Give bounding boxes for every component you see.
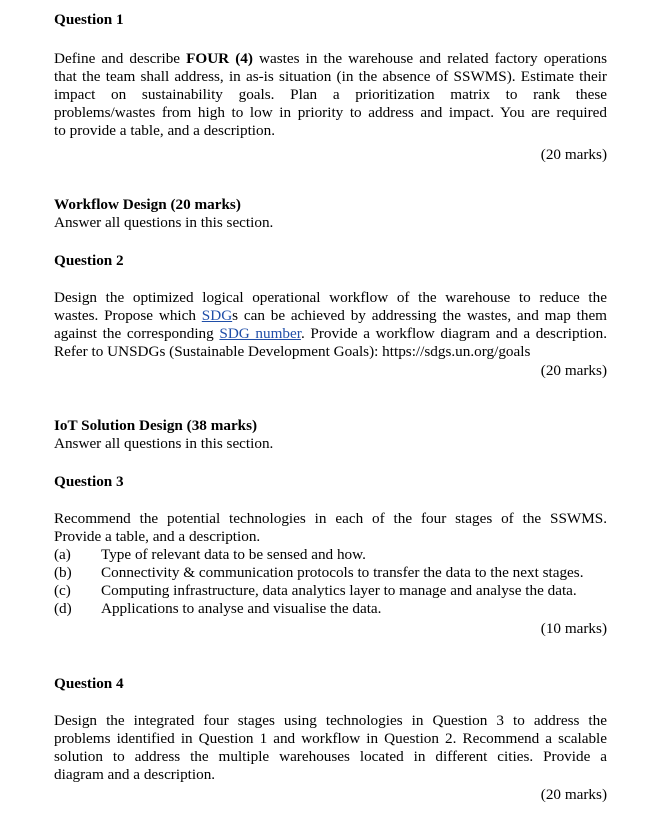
question-2-marks: (20 marks) [540, 362, 607, 379]
question-4-line-1: Design the integrated four stages using technologies in Question 3 to address the [54, 712, 607, 729]
section-workflow-title: Workflow Design (20 marks) [54, 196, 241, 213]
q2-line-2-start: wastes. Propose which [54, 307, 202, 324]
question-1-line-1 [54, 50, 607, 68]
question-1-line-4: problems/wastes from high to low in priority to address and impact. You are required [54, 104, 607, 121]
question-1-line-2: that the team shall address, in as-is situation (in the absence of SSWMS). Estimate their [54, 68, 607, 85]
list-item-text: Applications to analyse and visualise the data. [101, 600, 382, 617]
question-4-marks: (20 marks) [540, 786, 607, 803]
question-2-line-2 [54, 307, 607, 325]
q2-line-3-start: against the corresponding [54, 325, 220, 342]
list-item-label: (c) [54, 582, 71, 599]
sdg-link[interactable]: SDG [201, 307, 233, 324]
sdg-number-link[interactable]: SDG number [219, 325, 301, 342]
question-4-line-2: problems identified in Question 1 and workflow in Question 2. Recommend a scalable [54, 730, 607, 747]
section-iot-title: IoT Solution Design (38 marks) [54, 417, 258, 434]
question-4-title: Question 4 [54, 675, 124, 692]
question-3-marks: (10 marks) [540, 620, 607, 637]
question-1-marks: (20 marks) [540, 146, 607, 163]
list-item-label: (d) [54, 600, 72, 617]
q1-line-1-end: wastes in the warehouse and related factory operations [252, 50, 607, 67]
question-2-line-1: Design the optimized logical operational workflow of the warehouse to reduce the [54, 289, 607, 306]
question-1-line-5: to provide a table, and a description. [54, 122, 275, 139]
question-2-line-3 [54, 325, 607, 343]
q1-line-1-start: Define and describe [54, 50, 187, 67]
list-item-text: Computing infrastructure, data analytics layer to manage and analyse the data. [101, 582, 577, 599]
q2-line-2-end: s can be achieved by addressing the wastes, and map them [232, 307, 607, 324]
q2-line-3-end: . Provide a workflow diagram and a description. [300, 325, 607, 342]
section-workflow-instruction: Answer all questions in this section. [54, 214, 274, 231]
list-item-label: (b) [54, 564, 72, 581]
question-1-title: Question 1 [54, 11, 124, 28]
question-3-line-2: Provide a table, and a description. [54, 528, 261, 545]
question-1-line-3: impact on sustainability goals. Plan a prioritization matrix to rank these [54, 86, 607, 103]
q1-emphasis-four: FOUR (4) [186, 50, 253, 67]
list-item-text: Type of relevant data to be sensed and how. [101, 546, 366, 563]
question-2-line-4: Refer to UNSDGs (Sustainable Development Goals): https://sdgs.un.org/goals [54, 343, 531, 360]
question-3-line-1: Recommend the potential technologies in each of the four stages of the SSWMS. [54, 510, 607, 527]
list-item-text: Connectivity & communication protocols to transfer the data to the next stages. [101, 564, 584, 581]
question-3-title: Question 3 [54, 473, 124, 490]
section-iot-instruction: Answer all questions in this section. [54, 435, 274, 452]
question-4-line-3: solution to address the multiple warehouses located in different cities. Provide a [54, 748, 607, 765]
list-item-label: (a) [54, 546, 71, 563]
question-2-title: Question 2 [54, 252, 124, 269]
question-4-line-4: diagram and a description. [54, 766, 216, 783]
